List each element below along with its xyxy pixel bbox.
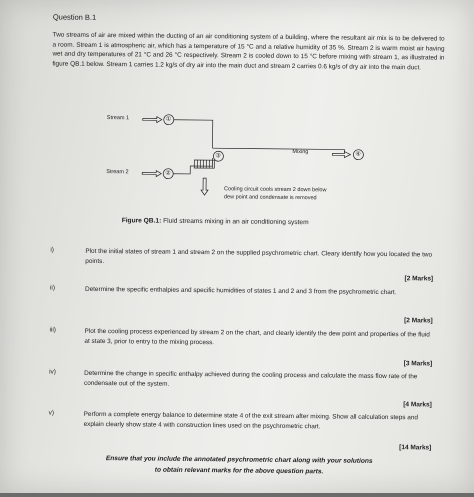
footer-line1: Ensure that you include the annotated psychrometric chart along with your solutions (105, 455, 373, 465)
footer-line2: to obtain relevant marks for the above question parts. (154, 466, 324, 476)
node2-label: ② (165, 170, 171, 177)
cooling-note-line2: dew point and condensate is removed (223, 194, 317, 202)
node3-label: ③ (215, 153, 221, 160)
question-number: ii) (49, 284, 56, 292)
question-text: Perform a complete energy balance to determine state 4 of the exit stream after mixing. Show all calculation steps and explain clearly show state 4 with construction lines used on the psychrometric chart. (83, 410, 418, 430)
question-number: i) (50, 246, 55, 254)
question-text: Determine the change in specific enthalpy achieved during the cooling process and calculate the mass flow rate of the condensate out of the system. (83, 369, 418, 388)
stream1-arrow (143, 116, 162, 122)
question-marks: [4 Marks] (403, 401, 432, 409)
question-marks: [14 Marks] (399, 444, 432, 452)
question-marks: [3 Marks] (403, 360, 433, 368)
figure-caption (122, 217, 309, 226)
caption-label: Figure QB.1: (121, 217, 162, 225)
question-text: Plot the cooling process experienced by stream 2 on the chart, and clearly identify the dew point and properties of the fluid at state 3, prior to entry to the mixing process. (84, 327, 430, 346)
output-arrow (332, 151, 350, 157)
question-number: iv) (49, 368, 56, 376)
question-number: iii) (49, 326, 56, 334)
question-sheet (1, 2, 468, 497)
question-intro: Two streams of air are mixed within the ducting of an air conditioning system of a building, where the resultant air mix is to be delivered to a room. Stream 1 is atmospheric air, which has a temperature of 15 °C and a relative humidity of 35 %. Stream 2 is warm moist air having wet and dry temperatures of 21 °C and 26 °C respectively. Stream 2 is cooled down to 15 °C before mixing with stream 1, as illustrated in figure QB.1 below. Stream 1 carries 1.2 kg/s of dry air into the main duct and stream 2 carries 0.6 kg/s of dry air into the main duct. (52, 31, 445, 72)
question-text: Determine the specific enthalpies and specific humidities of states 1 and 2 and 3 from the psychrometric chart. (84, 285, 397, 297)
node1-label: ① (165, 116, 172, 123)
footer-note (89, 453, 389, 478)
stream2-label: Stream 2 (106, 169, 129, 176)
cooling-note-line1: Cooling circuit cools stream 2 down below (224, 186, 327, 194)
question-marks: [2 Marks] (404, 275, 434, 283)
condensate-arrow (201, 178, 208, 195)
mixing-diagram (94, 111, 395, 209)
question-number: v) (48, 409, 55, 417)
stream1-label: Stream 1 (106, 115, 130, 122)
question-text: Plot the initial states of stream 1 and stream 2 on the supplied psychrometric chart. Cleary identify how you located the two points. (85, 247, 433, 265)
node4-label: ④ (355, 151, 361, 158)
mixing-label: Mixing (292, 149, 309, 156)
question-marks: [2 Marks] (404, 317, 433, 325)
stream2-arrow (142, 170, 161, 176)
caption-text: Fluid streams mixing in an air conditioning system (161, 217, 309, 227)
question-title: Question B.1 (52, 12, 97, 22)
